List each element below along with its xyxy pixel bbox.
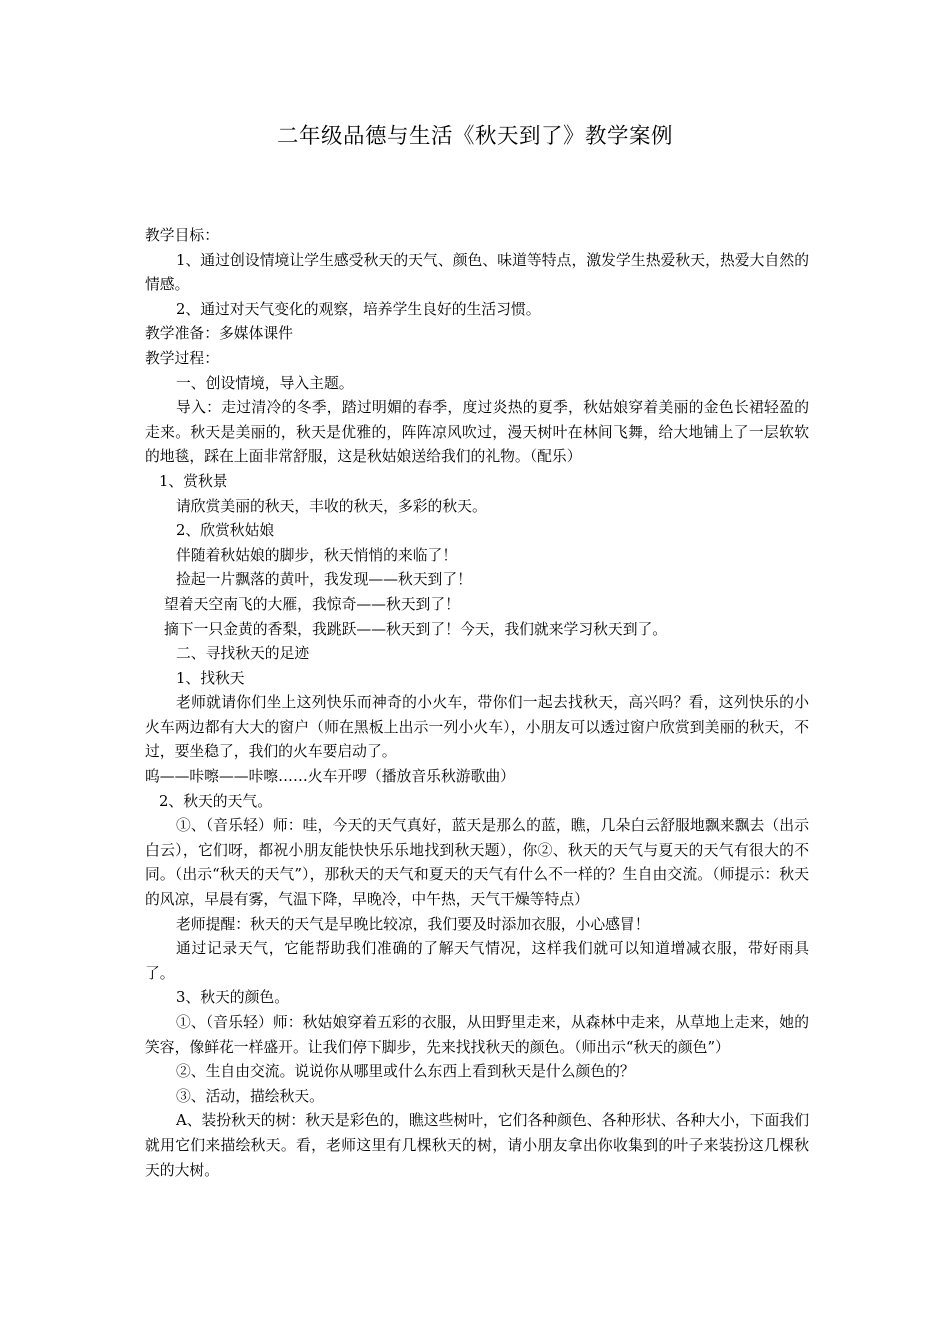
paragraph: ②、生自由交流。说说你从哪里或什么东西上看到秋天是什么颜色的？ xyxy=(176,1063,635,1081)
document-title: 二年级品德与生活《秋天到了》教学案例 xyxy=(276,124,673,149)
paragraph: 二、寻找秋天的足迹 xyxy=(176,645,310,663)
paragraph: 一、创设情境，导入主题。 xyxy=(176,374,354,392)
paragraph: ③、活动，描绘秋天。 xyxy=(176,1087,324,1105)
paragraph: 2、秋天的天气。 xyxy=(159,792,272,810)
paragraph: 1、赏秋景 xyxy=(159,472,228,490)
paragraph: 摘下一只金黄的香梨，我跳跃——秋天到了！今天，我们就来学习秋天到了。 xyxy=(164,620,668,638)
paragraph: 教学目标： xyxy=(145,227,219,244)
paragraph: 教学过程： xyxy=(145,349,219,367)
paragraph: 1、通过创设情境让学生感受秋天的天气、颜色、味道等特点，激发学生热爱秋天，热爱大自然的情感。 xyxy=(145,251,809,294)
paragraph: 望着天空南飞的大雁，我惊奇——秋天到了！ xyxy=(164,595,460,613)
paragraph: 2、欣赏秋姑娘 xyxy=(176,522,275,540)
paragraph: 呜——咔嚓——咔嚓……火车开啰（播放音乐秋游歌曲） xyxy=(145,768,515,786)
paragraph: 教学准备：多媒体课件 xyxy=(145,325,293,343)
paragraph: 捡起一片飘落的黄叶，我发现——秋天到了！ xyxy=(176,571,472,589)
paragraph: 伴随着秋姑娘的脚步，秋天悄悄的来临了！ xyxy=(176,546,458,564)
document-body xyxy=(145,224,809,1183)
paragraph: 老师就请你们坐上这列快乐而神奇的小火车，带你们一起去找秋天，高兴吗？看，这列快乐的小火车两边都有大大的窗户（师在黑板上出示一列小火车），小朋友可以透过窗户欣赏到美丽的秋天，不过，要坐稳了，我们的火车要启动了。 xyxy=(145,694,809,761)
paragraph: 老师提醒：秋天的天气是早晚比较凉，我们要及时添加衣服，小心感冒！ xyxy=(176,915,650,933)
paragraph: 导入：走过清冷的冬季，踏过明媚的春季，度过炎热的夏季，秋姑娘穿着美丽的金色长裙轻盈的走来。秋天是美丽的，秋天是优雅的，阵阵凉风吹过，漫天树叶在林间飞舞，给大地铺上了一层软软的地毯，踩在上面非常舒服，这是秋姑娘送给我们的礼物。（配乐） xyxy=(145,399,809,466)
paragraph: 1、找秋天 xyxy=(176,669,245,687)
paragraph: 通过记录天气，它能帮助我们准确的了解天气情况，这样我们就可以知道增减衣服，带好雨具了。 xyxy=(145,940,809,982)
paragraph: 请欣赏美丽的秋天，丰收的秋天，多彩的秋天。 xyxy=(176,497,487,515)
paragraph: 2、通过对天气变化的观察，培养学生良好的生活习惯。 xyxy=(176,300,541,318)
paragraph: ①、（音乐轻）师：秋姑娘穿着五彩的衣服，从田野里走来，从森林中走来，从草地上走来，她的笑容，像鲜花一样盛开。让我们停下脚步，先来找找秋天的颜色。（师出示“秋天的颜色”） xyxy=(145,1014,809,1056)
paragraph: ①、（音乐轻）师：哇，今天的天气真好，蓝天是那么的蓝，瞧，几朵白云舒服地飘来飘去（出示白云），它们呀，都祝小朋友能快快乐乐地找到秋天题），你②、秋天的天气与夏天的天气有很大的不同。（出示“秋天的天气”），那秋天的天气和夏天的天气有什么不一样的？生自由交流。（师提示：秋天的风凉，早晨有雾，气温下降，早晚冷，中午热，天气干燥等特点） xyxy=(145,817,809,909)
paragraph: 3、秋天的颜色。 xyxy=(176,989,289,1007)
paragraph: A、装扮秋天的树：秋天是彩色的，瞧这些树叶，它们各种颜色、各种形状、各种大小，下面我们就用它们来描绘秋天。看，老师这里有几棵秋天的树，请小朋友拿出你收集到的叶子来装扮这几棵秋天的大树。 xyxy=(145,1112,809,1179)
